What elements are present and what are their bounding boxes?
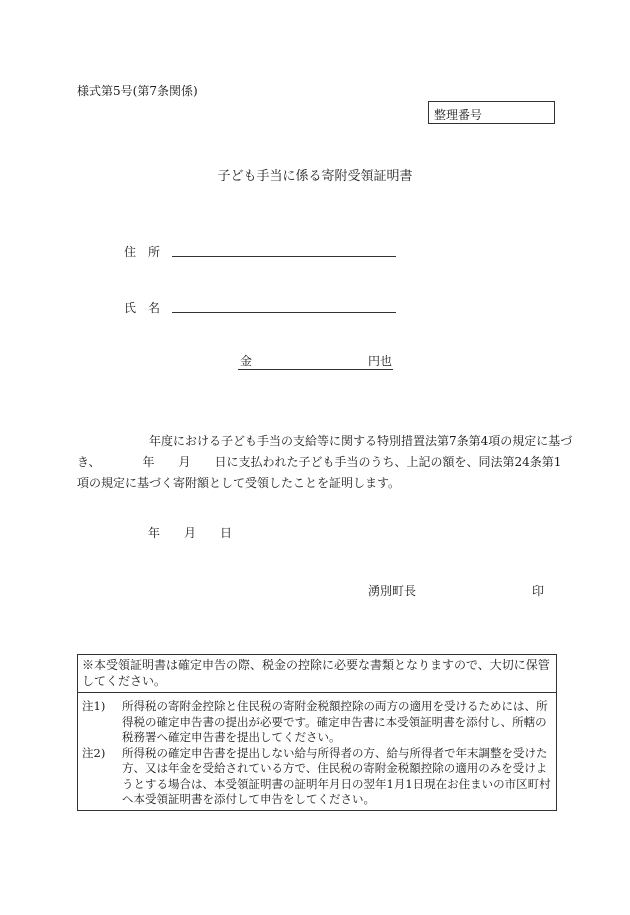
name-line[interactable] [172,312,396,313]
reference-number-box[interactable] [428,101,555,124]
certification-line: き、 年 月 日に支払われた子ども手当のうち、上記の額を、同法第24条第1 [77,455,562,469]
amount-field[interactable] [238,352,393,370]
note-line: 得税の確定申告書の提出が必要です。確定申告書に本受領証明書を添付し、所轄の [122,714,547,729]
note-line: うとする場合は、本受領証明書の証明年月日の翌年1月1日現在お住まいの市区町村 [122,776,551,791]
note-line: 方、又は年金を受給されている方で、住民税の寄附金税額控除の適用のみを受けよ [122,761,548,775]
certification-line: 項の規定に基づく寄附額として受領したことを証明します。 [77,476,401,490]
note-item [82,699,552,746]
notice-box: ※本受領証明書は確定申告の際、税金の控除に必要な書類となりますので、大切に保管してください。 [77,654,557,693]
seal-mark: 印 [532,584,545,598]
note-tag: 注1) [82,699,106,713]
notes-box [77,693,557,811]
note-tag: 注2) [82,745,106,760]
address-line[interactable] [172,256,396,257]
note-line: 所得税の確定申告書を提出しない給与所得者の方、給与所得者で年末調整を受けた [122,745,548,760]
form-number: 様式第5号(第7条関係) [77,84,198,98]
note-line: 税務署へ確定申告書を提出してください。 [122,730,341,744]
certification-text [77,431,573,494]
certification-line: 年度における子ども手当の支給等に関する特別措置法第7条第4項の規定に基づ [77,434,573,448]
note-line: へ本受領証明書を添付して申告をしてください。 [122,792,375,806]
amount-prefix: 金 [240,354,253,368]
official-title: 湧別町長 [368,584,417,598]
issue-date: 年 月 日 [148,526,233,540]
note-line: 所得税の寄附金控除と住民税の寄附金税額控除の両方の適用を受けるためには、所 [122,699,548,713]
document-title: 子ども手当に係る寄附受領証明書 [217,169,413,184]
amount-suffix: 円也 [367,354,392,368]
reference-number-label: 整理番号 [434,108,483,122]
name-label: 氏名 [124,301,173,315]
note-item [82,746,552,808]
address-label: 住所 [124,245,173,259]
